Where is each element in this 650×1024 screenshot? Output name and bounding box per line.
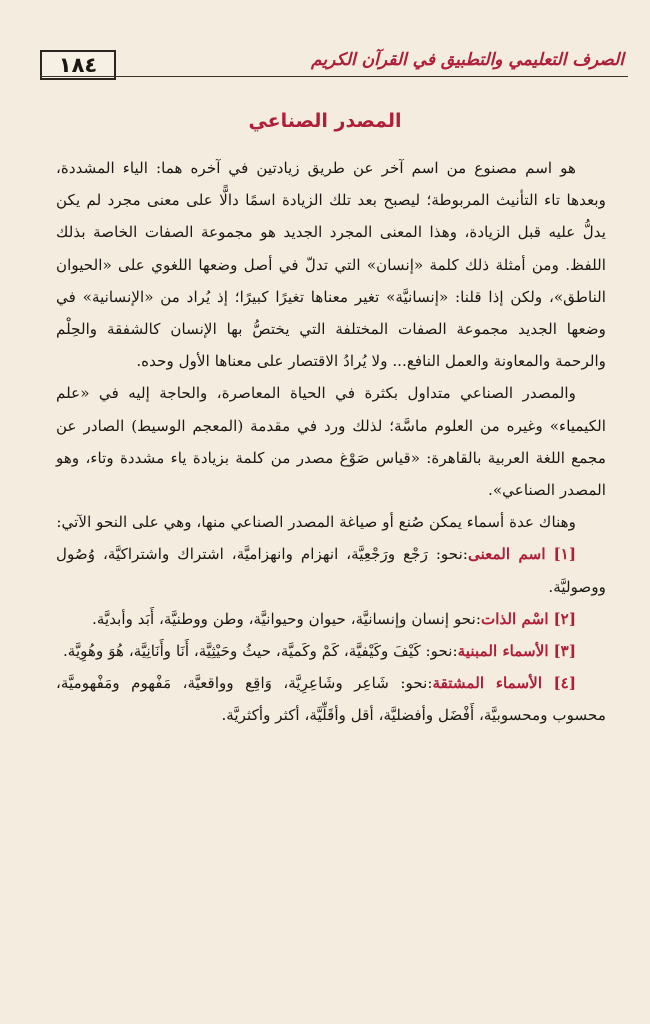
running-title: الصرف التعليمي والتطبيق في القرآن الكريم: [311, 50, 624, 70]
page-number: ١٨٤: [40, 50, 116, 80]
list-item: [56, 635, 606, 667]
item-text: :نحو: رَجْع ورَجْعِيَّة، انهزام وانهزاميَّة، اشتراك واشتراكيَّة، وُصُول ووصوليَّة.: [56, 545, 606, 596]
item-term: الأسماء المبنية: [457, 642, 549, 661]
item-number: [٣]: [553, 642, 576, 661]
item-text: :نحو: كَيْفَ وكَيْفيَّة، كَمْ وكَميَّة، حيثُ وحَيْثِيَّة، أَنَا وأَنَانِيَّة، هُوَ وهُوِيَّة.: [62, 642, 458, 661]
item-number: [٤]: [553, 674, 576, 693]
item-text: :نحو إنسان وإنسانيَّة، حيوان وحيوانيَّة، وطن ووطنيَّة، أَبَد وأبديَّة.: [92, 609, 481, 628]
item-number: [١]: [553, 545, 577, 564]
list-item: [56, 667, 606, 731]
item-number: [٢]: [553, 609, 576, 628]
list-item: [56, 538, 606, 602]
header-rule: [40, 76, 628, 77]
paragraph: وهناك عدة أسماء يمكن صُنع أو صياغة المصدر الصناعي منها، وهي على النحو الآتي:: [56, 513, 576, 532]
item-term: اسم المعنى: [467, 545, 546, 564]
paragraph: والمصدر الصناعي متداول بكثرة في الحياة المعاصرة، والحاجة إليه في «علم الكيمياء» وغيره من العلوم ماسَّة؛ لذلك ورد في مقدمة (المعجم الوسيط) الصادر عن مجمع اللغة العربية بالقاهرة: «قياس صَوْغ مصدر من كلمة بزيادة ياء مشددة وتاء، وهو المصدر الصناعي».: [56, 384, 606, 500]
section-title: المصدر الصناعي: [248, 110, 402, 132]
body-text: [56, 152, 606, 732]
item-text: :نحو: شَاعِر وشَاعِرِيَّة، وَاقِع وواقعيَّة، مَفْهوم ومَفْهوميَّة، محسوب ومحسوبيَّة، أَفْضَل وأفضليَّة، أقل وأقَلِّيَّة، أكثر وأكثريَّة.: [56, 674, 606, 725]
item-term: الأسماء المشتقة: [432, 674, 543, 693]
list-item: [56, 603, 606, 635]
paragraph: هو اسم مصنوع من اسم آخر عن طريق زيادتين في آخره هما: الياء المشددة، وبعدها تاء التأنيث المربوطة؛ ليصبح بعد تلك الزيادة اسمًا دالًّا على معنى مجرد لم يكن يدلُّ عليه قبل الزيادة، وهذا المعنى المجرد الجديد هو مجموعة الصفات الخاصة بذلك اللفظ. ومن أمثلة ذلك كلمة «إنسان» التي تدلّ في أصل وضعها اللغوي على «الحيوان الناطق»، ولكن إذا قلنا: «إنسانيَّة» تغير معناها تغيرًا كبيرًا؛ إذ يُراد من «الإنسانية» في وضعها الجديد مجموعة الصفات المختلفة التي يختصُّ بها الإنسان كالشفقة والحِلْم والرحمة والمعاونة والعمل النافع... ولا يُرادُ الاقتصار على معناها الأول وحده.: [56, 159, 606, 371]
item-term: اسْم الذات: [480, 609, 549, 628]
page-header: [22, 44, 628, 84]
